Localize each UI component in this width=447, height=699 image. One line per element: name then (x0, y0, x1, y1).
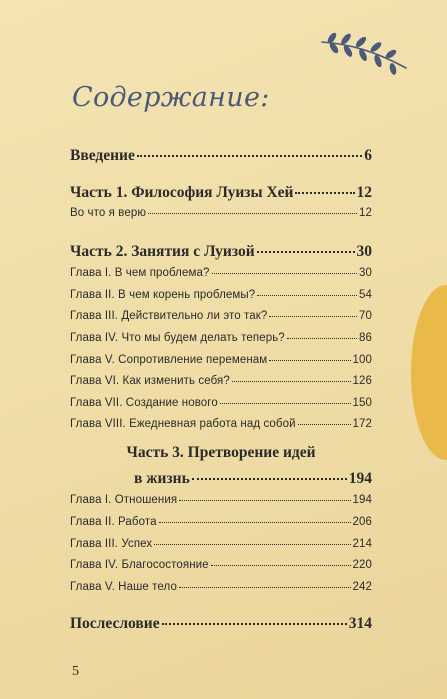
toc-entry-page: 12 (359, 207, 372, 220)
toc-entry[interactable] (70, 352, 372, 372)
toc-entry[interactable] (70, 536, 372, 556)
toc-entry-page: 86 (359, 332, 372, 345)
dot-leader (148, 203, 357, 214)
toc-entry-page: 100 (352, 354, 372, 367)
toc-entry-page: 70 (359, 310, 372, 323)
dot-leader (192, 464, 347, 480)
toc-entry-page: 30 (356, 242, 372, 260)
dot-leader (269, 350, 350, 361)
dot-leader (212, 263, 358, 274)
leaf-sprig-icon (318, 12, 410, 80)
toc-entry-page: 6 (364, 146, 372, 164)
toc-entry-label: Часть 2. Занятия с Луизой (70, 242, 255, 260)
toc-entry-page: 12 (356, 183, 372, 201)
toc-entry[interactable] (70, 416, 372, 436)
toc-entry-page: 194 (348, 469, 372, 487)
toc-entry-page: 30 (359, 267, 372, 280)
toc-entry-page: 172 (352, 418, 372, 431)
dot-leader (269, 306, 357, 317)
toc-entry-intro[interactable] (70, 144, 372, 164)
toc-part-3-line1[interactable]: Часть 3. Претворение идей (126, 444, 316, 461)
toc-entry-label: Послесловие (70, 614, 160, 632)
toc-entry-label: Введение (70, 146, 135, 164)
toc-entry-label: Глава VII. Создание нового (70, 397, 218, 410)
dot-leader (257, 285, 357, 296)
toc-part-2[interactable] (70, 240, 372, 260)
toc-entry-page: 242 (352, 581, 372, 594)
toc-entry-page: 214 (352, 538, 372, 551)
toc-entry-label: Глава VIII. Ежедневная работа над собой (70, 418, 296, 431)
toc-entry[interactable] (70, 205, 372, 225)
toc-entry-label: Во что я верю (70, 207, 147, 220)
dot-leader (295, 178, 354, 194)
toc-entry-page: 126 (352, 375, 372, 388)
toc-part-3[interactable] (70, 467, 372, 487)
dot-leader (137, 141, 362, 157)
dot-leader (154, 534, 350, 545)
dot-leader (179, 577, 351, 588)
toc-entry-label: Глава II. В чем корень проблемы? (70, 289, 256, 302)
toc-entry-page: 54 (359, 289, 372, 302)
toc-entry-page: 150 (352, 397, 372, 410)
dot-leader (211, 555, 351, 566)
dot-leader (287, 328, 357, 339)
toc-entry[interactable] (70, 557, 372, 577)
toc-entry[interactable] (70, 265, 372, 285)
toc-entry-label: Глава VI. Как изменить себя? (70, 375, 230, 388)
toc-entry-label: Глава IV. Благосостояние (70, 559, 209, 572)
toc-entry-label: в жизнь (134, 469, 190, 487)
toc-entry-label: Глава V. Сопротивление переменам (70, 354, 268, 367)
dot-leader (159, 512, 351, 523)
toc-entry-page: 220 (352, 559, 372, 572)
toc-entry-page: 194 (352, 494, 372, 507)
toc-entry[interactable] (70, 287, 372, 307)
decorative-half-circle (411, 285, 447, 460)
toc-entry[interactable] (70, 492, 372, 512)
toc-entry-label: Глава IV. Что мы будем делать теперь? (70, 332, 285, 345)
toc-entry-page: 206 (352, 516, 372, 529)
dot-leader (298, 414, 351, 425)
toc-entry-afterword[interactable] (70, 612, 372, 632)
toc-entry-label: Глава II. Работа (70, 516, 157, 529)
dot-leader (220, 393, 351, 404)
dot-leader (232, 371, 351, 382)
toc-entry[interactable] (70, 514, 372, 534)
toc-entry[interactable] (70, 308, 372, 328)
toc-entry[interactable] (70, 395, 372, 415)
toc-entry-label: Часть 1. Философия Луизы Хей (70, 183, 294, 201)
page-number: 5 (72, 664, 79, 679)
dot-leader (162, 609, 347, 625)
page-title: Содержание: (72, 82, 270, 113)
toc-entry[interactable] (70, 373, 372, 393)
toc-entry-page: 314 (348, 614, 372, 632)
toc-entry-label: Глава I. В чем проблема? (70, 267, 210, 280)
dot-leader (257, 237, 355, 253)
toc-entry-label: Глава I. Отношения (70, 494, 178, 507)
toc-entry-label: Глава V. Наше тело (70, 581, 177, 594)
toc-entry-label: Глава III. Успех (70, 538, 153, 551)
toc-part-1[interactable] (70, 181, 372, 201)
toc-entry[interactable] (70, 579, 372, 599)
dot-leader (179, 490, 350, 501)
toc-entry[interactable] (70, 330, 372, 350)
toc-entry-label: Глава III. Действительно ли это так? (70, 310, 268, 323)
